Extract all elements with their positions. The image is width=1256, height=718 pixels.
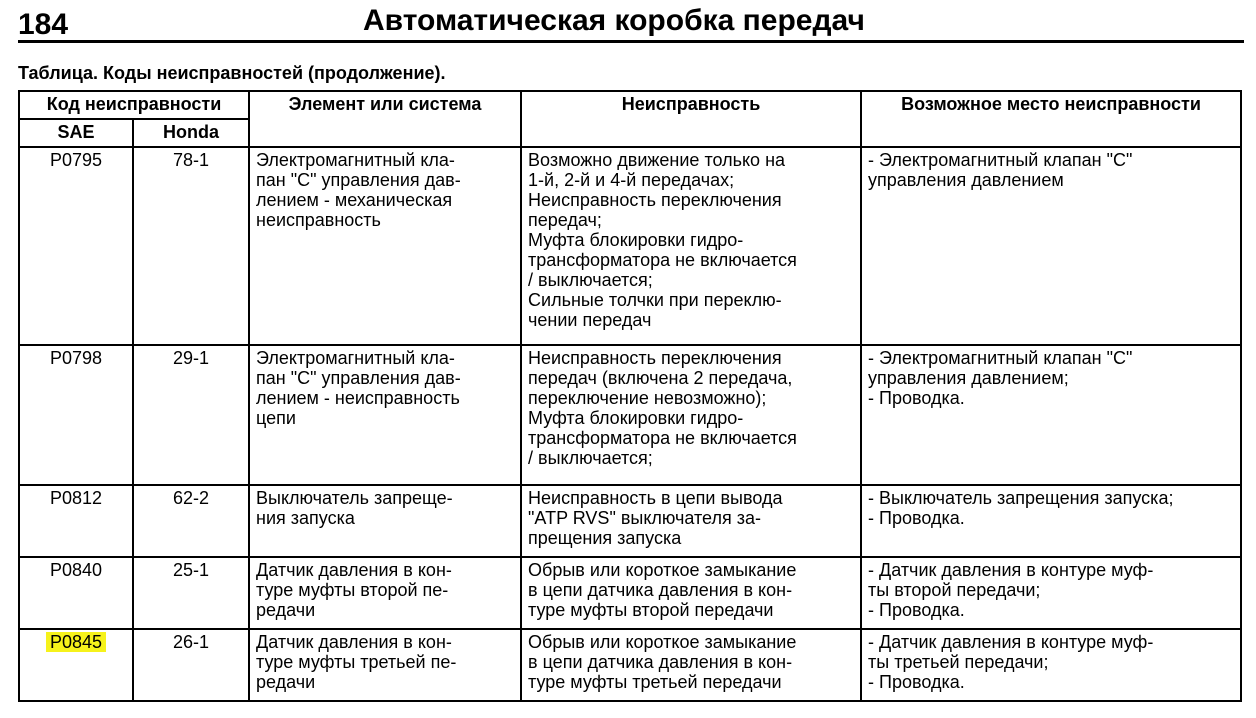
honda-code: 78-1 xyxy=(133,147,249,345)
table-row xyxy=(19,485,1241,557)
header-fault-code: Код неисправности xyxy=(19,91,249,119)
location-cell: - Датчик давления в контуре муф- ты третьей передачи; - Проводка. xyxy=(861,629,1241,701)
page-number: 184 xyxy=(18,8,69,41)
fault-cell: Неисправность переключения передач (включена 2 передача, переключение невозможно); Муфта блокировки гидро- трансформатора не включается / выключается; xyxy=(521,345,861,485)
fault-cell: Неисправность в цепи вывода "ATP RVS" выключателя за- прещения запуска xyxy=(521,485,861,557)
element-cell: Датчик давления в кон- туре муфты третьей пе- редачи xyxy=(249,629,521,701)
sae-code: P0798 xyxy=(19,345,133,485)
element-cell: Выключатель запреще- ния запуска xyxy=(249,485,521,557)
table-row xyxy=(19,345,1241,485)
location-cell: - Датчик давления в контуре муф- ты второй передачи; - Проводка. xyxy=(861,557,1241,629)
highlighted-code: P0845 xyxy=(46,632,106,652)
sae-code: P0840 xyxy=(19,557,133,629)
header-honda: Honda xyxy=(133,119,249,147)
sae-code: P0795 xyxy=(19,147,133,345)
header-location: Возможное место неисправности xyxy=(861,91,1241,147)
element-cell: Датчик давления в кон- туре муфты второй пе- редачи xyxy=(249,557,521,629)
sae-code: P0812 xyxy=(19,485,133,557)
fault-cell: Обрыв или короткое замыкание в цепи датчика давления в кон- туре муфты второй передачи xyxy=(521,557,861,629)
sae-code-cell xyxy=(19,629,133,701)
header-fault: Неисправность xyxy=(521,91,861,147)
page-title: Автоматическая коробка передач xyxy=(363,4,865,37)
honda-code: 62-2 xyxy=(133,485,249,557)
table-row xyxy=(19,147,1241,345)
table-row xyxy=(19,629,1241,701)
header-rule xyxy=(18,40,1244,43)
header-sae: SAE xyxy=(19,119,133,147)
honda-code: 25-1 xyxy=(133,557,249,629)
location-cell: - Выключатель запрещения запуска; - Проводка. xyxy=(861,485,1241,557)
fault-cell: Возможно движение только на 1-й, 2-й и 4-й передачах; Неисправность переключения передач; Муфта блокировки гидро- трансформатора не включается / выключается; Сильные толчки при переклю- чении передач xyxy=(521,147,861,345)
element-cell: Электромагнитный кла- пан "C" управления дав- лением - механическая неисправность xyxy=(249,147,521,345)
table-caption: Таблица. Коды неисправностей (продолжение). xyxy=(18,63,446,83)
location-cell: - Электромагнитный клапан "C" управления давлением xyxy=(861,147,1241,345)
honda-code: 29-1 xyxy=(133,345,249,485)
element-cell: Электромагнитный кла- пан "C" управления дав- лением - неисправность цепи xyxy=(249,345,521,485)
table-row xyxy=(19,557,1241,629)
honda-code: 26-1 xyxy=(133,629,249,701)
fault-cell: Обрыв или короткое замыкание в цепи датчика давления в кон- туре муфты третьей передачи xyxy=(521,629,861,701)
location-cell: - Электромагнитный клапан "C" управления давлением; - Проводка. xyxy=(861,345,1241,485)
page-header xyxy=(18,0,1244,44)
fault-code-table xyxy=(18,90,1242,702)
header-element: Элемент или система xyxy=(249,91,521,147)
